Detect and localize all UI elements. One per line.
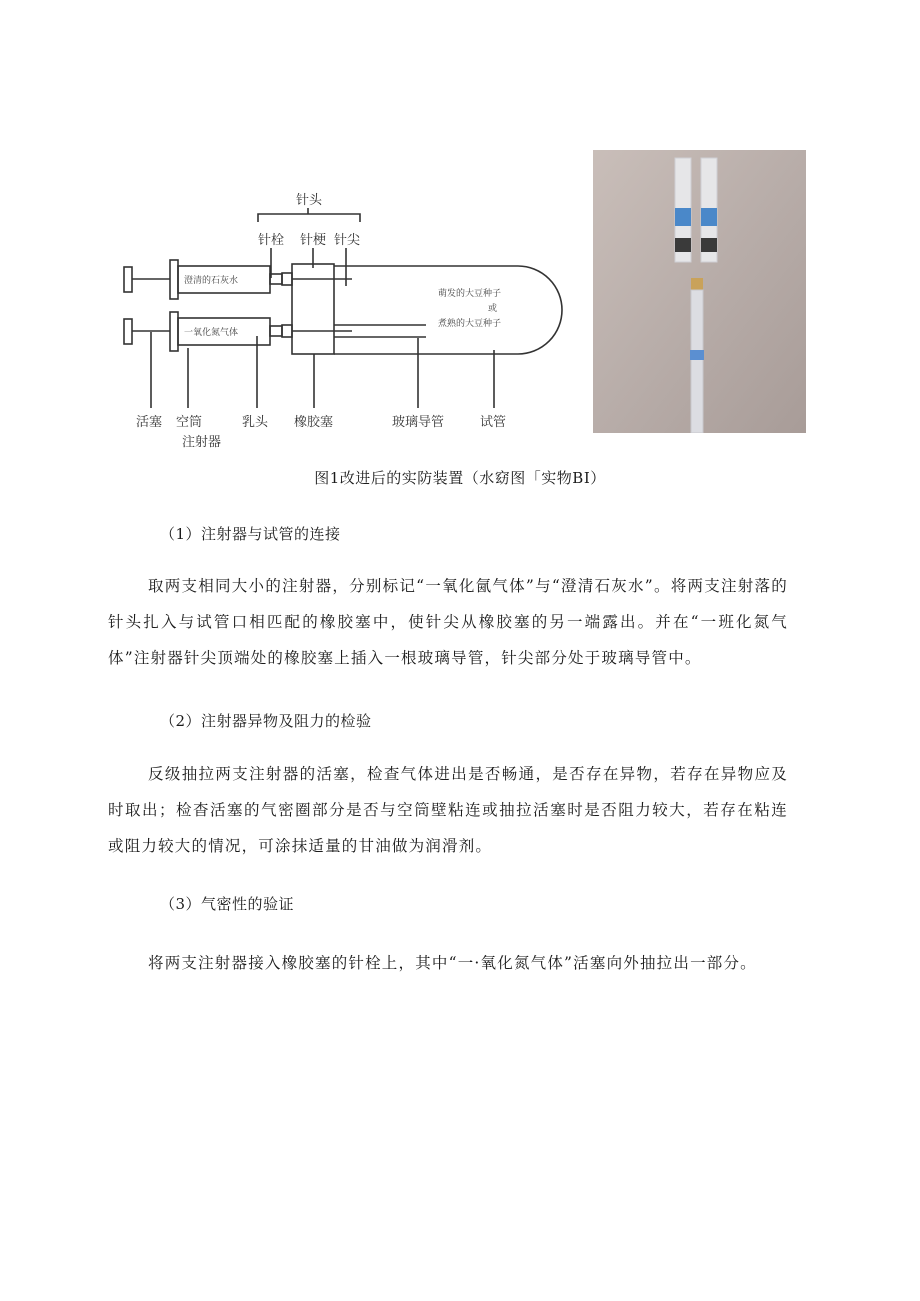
label-needle: 针头 xyxy=(296,193,323,208)
label-seeds-1: 萌发的大豆种子 xyxy=(438,289,502,299)
apparatus-diagram xyxy=(118,190,588,430)
section1-heading: （1）注射器与试管的连接 xyxy=(160,525,341,543)
label-barrel-top: 澄清的石灰水 xyxy=(184,276,239,286)
label-barrel-bottom: 一氧化氮气体 xyxy=(184,328,239,338)
section1-paragraph: 取两支相同大小的注射器，分别标记“一氧化氤气体”与“澄清石灰水”。将两支注射落的针头扎入与试管口相匹配的橡胶塞中，使针尖从橡胶塞的另一端露出。并在“一班化氮气体”注射器针尖顶端处的橡胶塞上插入一根玻璃导管，针尖部分处于玻璃导管中。 xyxy=(108,577,788,667)
label-barrel: 空筒 xyxy=(176,415,203,430)
figure-1 xyxy=(118,150,808,450)
label-seeds-3: 煮熟的大豆种子 xyxy=(438,319,502,329)
section2-heading: （2）注射器异物及阻力的检验 xyxy=(160,712,372,730)
section3-heading: （3）气密性的验证 xyxy=(160,895,295,913)
label-needle-shaft: 针梗 xyxy=(300,233,327,248)
section2-paragraph: 反级抽拉两支注射器的活塞，检查气体进出是否畅通，是否存在异物，若存在异物应及时取出；检杳活塞的气密圈部分是否与空筒壁粘连或抽拉活塞时是否阻力较大，若存在粘连或阻力较大的情况，可涂抹适量的甘油做为润滑剂。 xyxy=(108,765,788,855)
label-syringe: 注射器 xyxy=(182,435,222,450)
apparatus-photo xyxy=(593,150,806,433)
label-needle-tip: 针尖 xyxy=(334,233,361,248)
figure-caption: 图1改进后的实防装置（水窈图「实物BI） xyxy=(314,469,606,487)
label-rubber-stopper: 橡胶塞 xyxy=(294,415,334,430)
label-nozzle: 乳头 xyxy=(242,415,269,430)
label-glass-tube: 玻璃导管 xyxy=(392,415,445,430)
label-seeds-2: 或 xyxy=(488,304,498,314)
section3-paragraph: 将两支注射器接入橡胶塞的针栓上，其中“一·氧化氮气体”活塞向外抽拉出一部分。 xyxy=(148,954,757,972)
label-needle-hub: 针栓 xyxy=(258,233,285,248)
label-test-tube: 试管 xyxy=(480,415,507,430)
label-plunger: 活塞 xyxy=(136,415,163,430)
